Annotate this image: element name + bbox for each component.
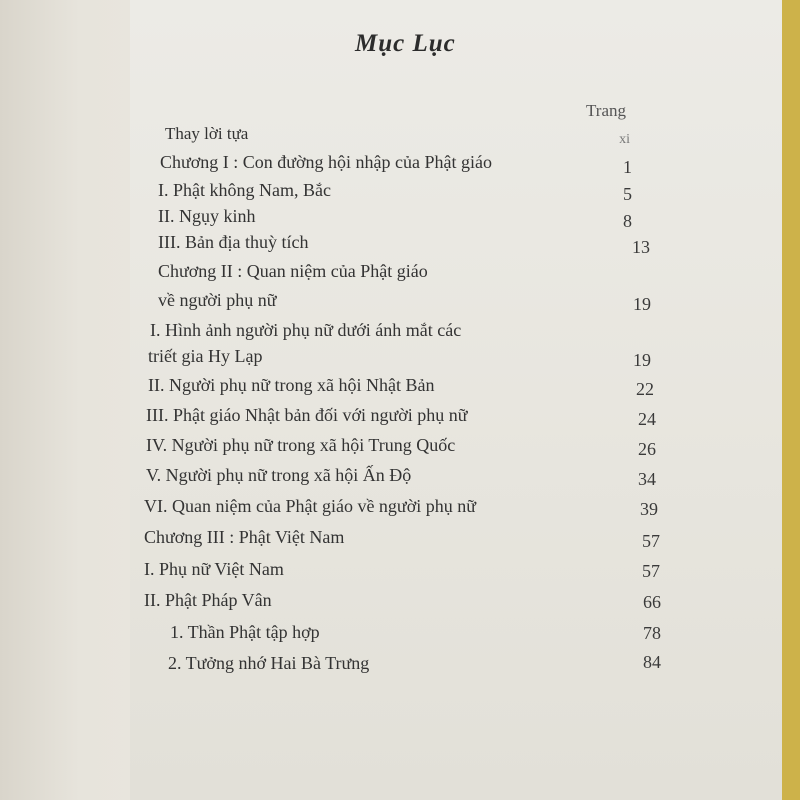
book-edge-strip — [782, 0, 800, 800]
toc-entry-page: 34 — [638, 469, 656, 489]
toc-entry-text: II. Người phụ nữ trong xã hội Nhật Bản — [148, 375, 435, 395]
toc-entry-text: 1. Thần Phật tập hợp — [170, 622, 320, 642]
toc-entry-page: 26 — [638, 439, 656, 459]
toc-entry-text: II. Ngụy kinh — [158, 206, 256, 226]
toc-entry-text: I. Phật không Nam, Bắc — [158, 180, 331, 200]
toc-entry-text: Chương I : Con đường hội nhập của Phật giáo — [160, 152, 493, 172]
toc-entry-page: 13 — [632, 237, 650, 257]
toc-entry-page: 84 — [643, 652, 661, 672]
toc-entry-text: Chương II : Quan niệm của Phật giáo — [158, 261, 428, 281]
toc-entry-text: V. Người phụ nữ trong xã hội Ấn Độ — [146, 465, 412, 485]
toc-entry-text: Thay lời tựa — [165, 124, 249, 143]
toc-entry-page: 57 — [642, 531, 660, 551]
toc-entry-page: xi — [619, 132, 630, 147]
toc-entry-page: 19 — [633, 294, 651, 314]
toc-entry-page: 57 — [642, 561, 660, 581]
book-page — [130, 0, 782, 800]
toc-entry-page: 8 — [623, 211, 632, 231]
page-title: Mục Lục — [355, 30, 456, 57]
toc-entry-text: III. Phật giáo Nhật bản đối với người phụ nữ — [146, 405, 468, 425]
toc-entry-text: II. Phật Pháp Vân — [144, 590, 272, 610]
toc-entry-text: 2. Tưởng nhớ Hai Bà Trưng — [168, 653, 370, 673]
toc-entry-page: 5 — [623, 184, 632, 204]
toc-entry-text: Chương III : Phật Việt Nam — [144, 527, 345, 547]
toc-entry-page: 19 — [633, 350, 651, 370]
toc-entry-text: III. Bản địa thuỳ tích — [158, 232, 309, 252]
toc-entry-text: IV. Người phụ nữ trong xã hội Trung Quốc — [146, 435, 456, 455]
page-column-label: Trang — [586, 101, 626, 120]
toc-entry-text: I. Hình ảnh người phụ nữ dưới ánh mắt các — [150, 320, 462, 340]
toc-entry-text: I. Phụ nữ Việt Nam — [144, 559, 284, 579]
toc-entry-page: 22 — [636, 379, 654, 399]
toc-entry-text: VI. Quan niệm của Phật giáo về người phụ nữ — [144, 496, 476, 516]
toc-entry-page: 1 — [623, 157, 632, 177]
toc-entry-page: 66 — [643, 592, 661, 612]
toc-entry-page: 39 — [640, 499, 658, 519]
toc-entry-page: 78 — [643, 623, 661, 643]
toc-entry-text: về người phụ nữ — [158, 290, 277, 310]
toc-entry-page: 24 — [638, 409, 656, 429]
toc-entry-text: triết gia Hy Lạp — [148, 346, 263, 366]
